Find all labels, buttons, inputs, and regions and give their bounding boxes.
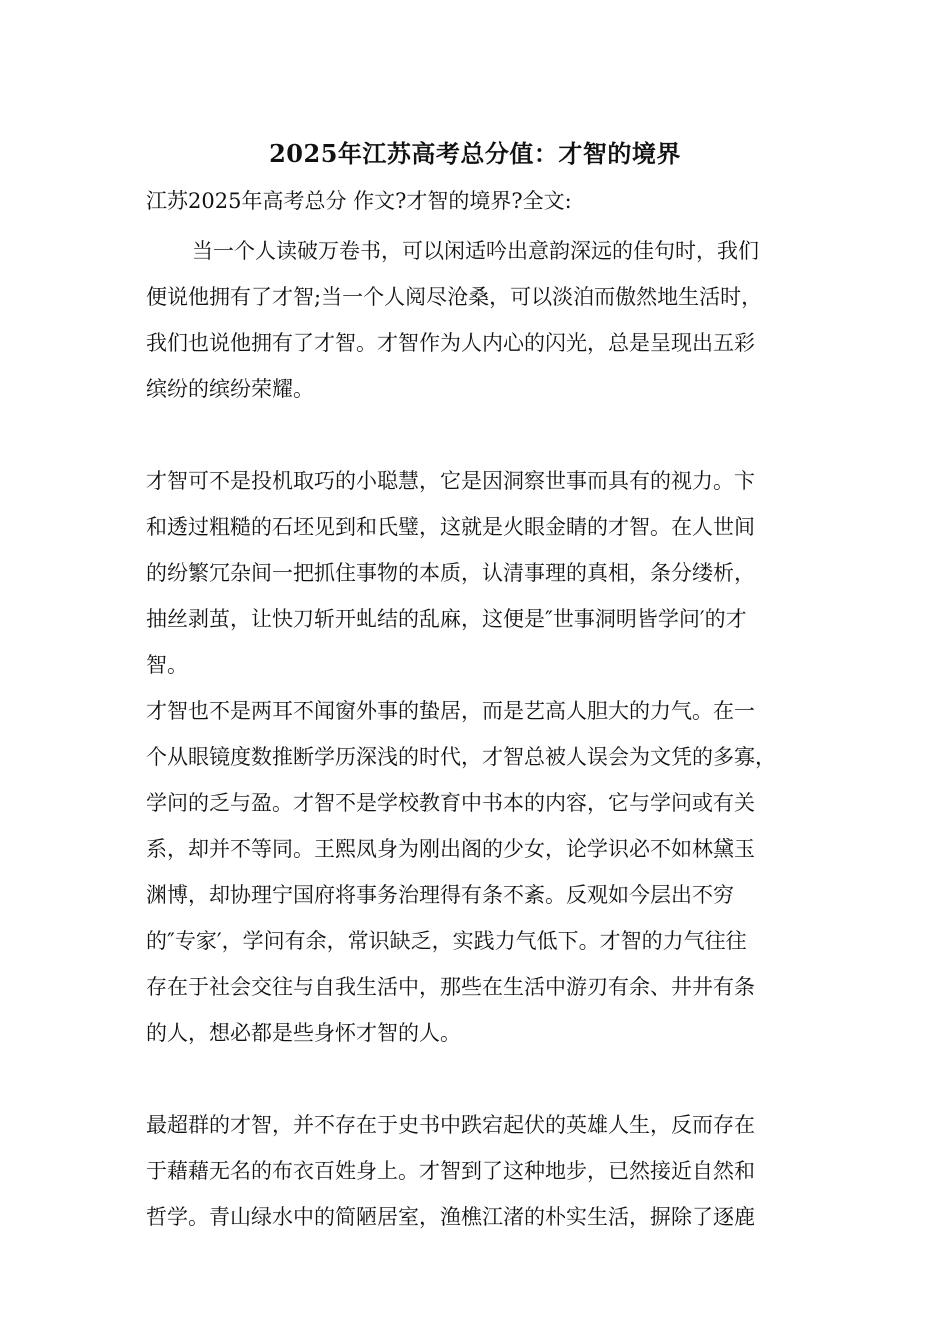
paragraph-line: 存在于社会交往与自我生活中，那些在生活中游刃有余、井井有条: [146, 975, 755, 999]
paragraph-line: 个从眼镜度数推断学历深浅的时代，才智总被人误会为文凭的多寡，: [146, 745, 776, 769]
paragraph: [146, 1102, 816, 1240]
paragraph-line: 便说他拥有了才智;当一个人阅尽沧桑，可以淡泊而傲然地生活时，: [146, 285, 763, 309]
paragraph-line: 最超群的才智，并不存在于史书中跌宕起伏的英雄人生，反而存在: [146, 1113, 755, 1137]
paragraph: [146, 228, 816, 412]
paragraph-line: 才智可不是投机取巧的小聪慧，它是因洞察世事而具有的视力。卞: [146, 469, 755, 493]
paragraph-line: 和透过粗糙的石坯见到和氏璧，这就是火眼金睛的才智。在人世间: [146, 515, 755, 539]
paragraph-line: 系，却并不等同。王熙凤身为刚出阁的少女，论学识必不如林黛玉: [146, 837, 755, 861]
paragraph-line: 哲学。青山绿水中的简陋居室，渔樵江渚的朴实生活，摒除了逐鹿: [146, 1205, 755, 1229]
paragraph-line: 渊博，却协理宁国府将事务治理得有条不紊。反观如今层出不穷: [146, 883, 734, 907]
paragraph-line: 智。: [146, 653, 188, 677]
paragraph-line: 于藉藉无名的布衣百姓身上。才智到了这种地步，已然接近自然和: [146, 1159, 755, 1183]
paragraph-line: 才智也不是两耳不闻窗外事的蛰居，而是艺高人胆大的力气。在一: [146, 699, 755, 723]
paragraph-line: 抽丝剥茧，让快刀斩开虬结的乱麻，这便是″世事洞明皆学问′的才: [146, 607, 747, 631]
paragraph-line: 缤纷的缤纷荣耀。: [146, 377, 314, 401]
paragraph: [146, 458, 816, 688]
document-title: 2025年江苏高考总分值：才智的境界: [269, 139, 681, 168]
paragraph-line: 学问的乏与盈。才智不是学校教育中书本的内容，它与学问或有关: [146, 791, 755, 815]
paragraph-line: 我们也说他拥有了才智。才智作为人内心的闪光，总是呈现出五彩: [146, 331, 755, 355]
paragraph-line: 的纷繁冗杂间一把抓住事物的本质，认清事理的真相，条分缕析，: [146, 561, 755, 585]
intro-line: 江苏2025年高考总分 作文?才智的境界?全文:: [146, 189, 572, 213]
paragraph-line: 当一个人读破万卷书，可以闲适吟出意韵深远的佳句时，我们: [192, 239, 759, 263]
paragraph: [146, 688, 816, 1056]
paragraph-line: 的″专家′，学问有余，常识缺乏，实践力气低下。才智的力气往往: [146, 929, 747, 953]
paragraph-line: 的人，想必都是些身怀才智的人。: [146, 1021, 461, 1045]
